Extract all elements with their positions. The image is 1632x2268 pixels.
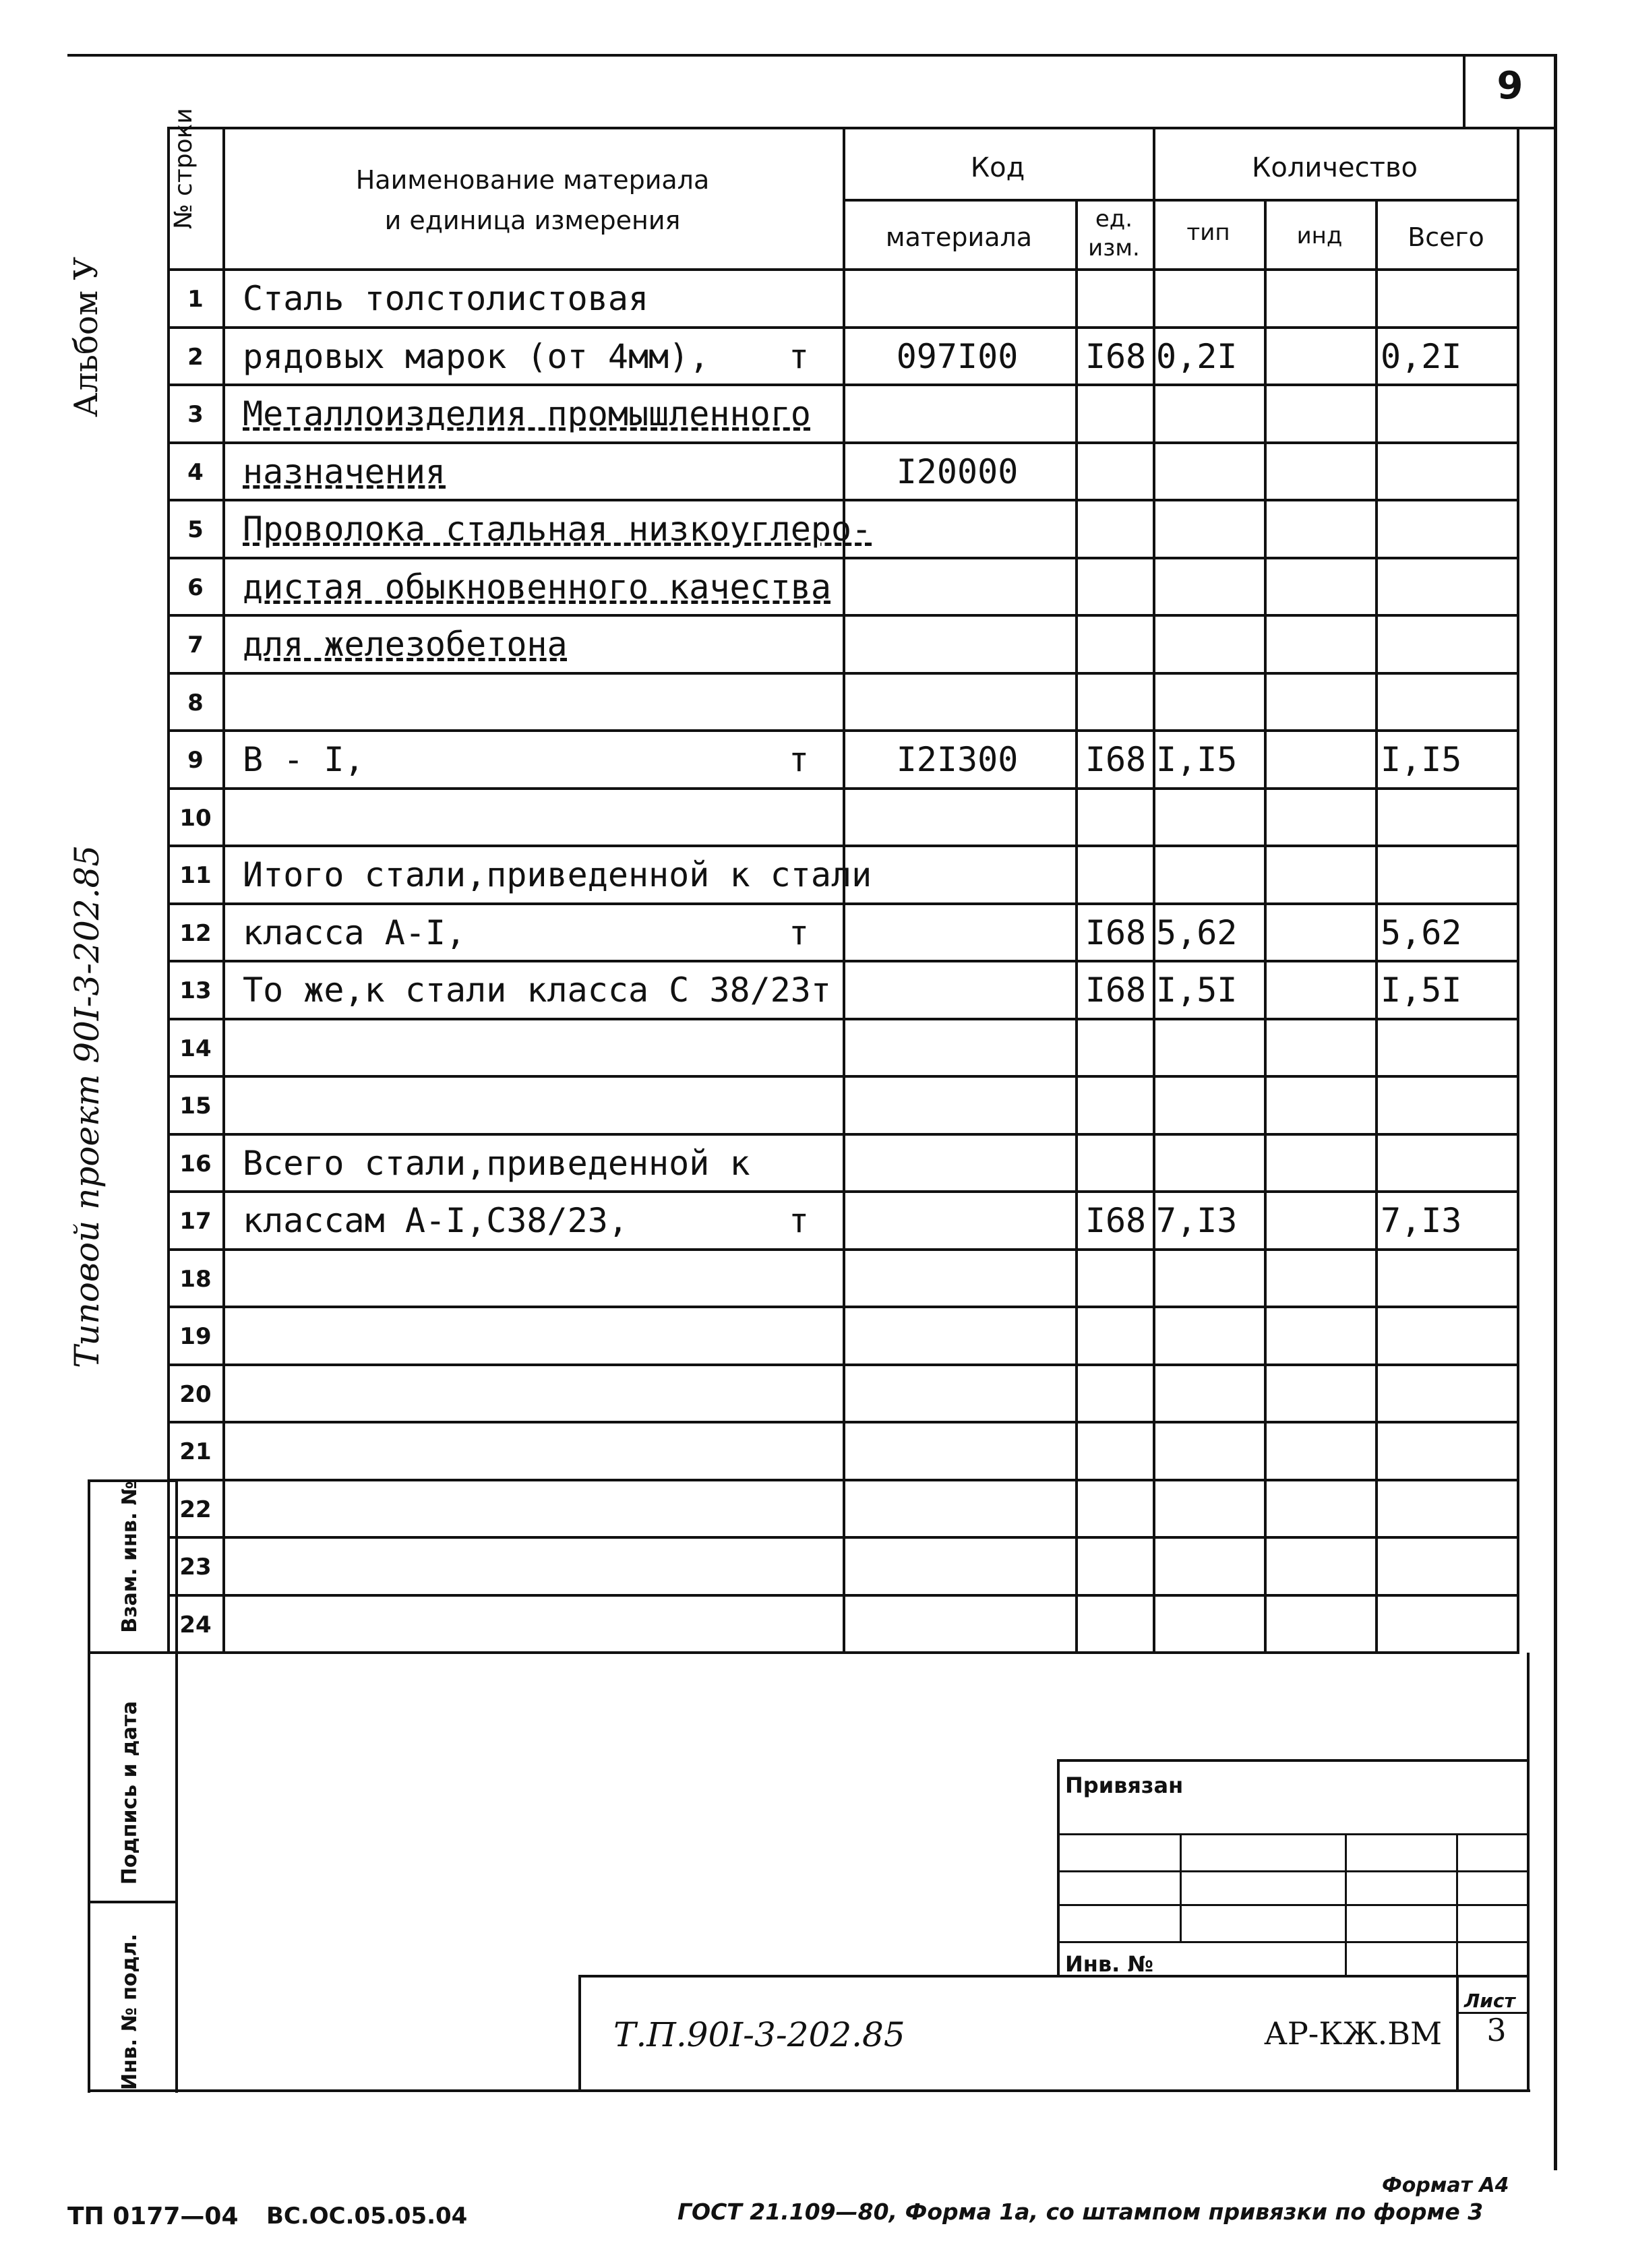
row-number: 6 [187, 574, 204, 601]
row-unit: т [788, 740, 810, 779]
header-quantity: Количество [1251, 152, 1418, 183]
row-number: 24 [179, 1612, 212, 1638]
stamp-podpis-label: Подпись и дата [118, 1700, 142, 1885]
row-number: 7 [187, 632, 204, 658]
stamp-vzam-label: Взам. инв. № [118, 1481, 142, 1633]
header-code: Код [970, 152, 1025, 183]
privyazan-row1 [1057, 1833, 1529, 1835]
row-unit: т [788, 913, 810, 952]
row-qty-total: 7,I3 [1381, 1201, 1462, 1240]
sheet-cell-left [1456, 1975, 1459, 2091]
row-qty-type: I,5I [1156, 971, 1238, 1010]
privyazan-row3 [1057, 1904, 1529, 1906]
sheet-label: Лист [1464, 1990, 1515, 2012]
header-mid-line [843, 199, 1517, 202]
row-qty-total: 0,2I [1381, 337, 1462, 376]
project-label: Типовой проект 90I-3-202.85 [67, 845, 107, 1368]
row-number: 1 [187, 286, 204, 313]
privyazan-top [1057, 1759, 1529, 1762]
row-qty-type: I,I5 [1156, 740, 1238, 779]
top-border [67, 54, 1557, 57]
row-name: рядовых марок (от 4мм), [243, 337, 710, 376]
header-type: тип [1186, 219, 1230, 246]
row-unit: т [788, 337, 810, 376]
sheet-value: 3 [1486, 2012, 1507, 2048]
row-number: 2 [187, 344, 204, 371]
row-material-code: I2I300 [896, 740, 1019, 779]
side-stamp-left [88, 1479, 90, 2093]
row-number: 13 [179, 977, 212, 1004]
privyazan-row2 [1057, 1870, 1529, 1872]
row-name: Итого стали,приведенной к стали [243, 855, 872, 894]
row-number: 5 [187, 516, 204, 543]
privyazan-row4 [1057, 1941, 1529, 1943]
row-name: Всего стали,приведенной к [243, 1144, 750, 1183]
row-number: 15 [179, 1093, 212, 1120]
row-qty-type: 0,2I [1156, 337, 1238, 376]
row-number: 20 [179, 1381, 212, 1408]
row-qty-type: 5,62 [1156, 913, 1238, 952]
header-ind: инд [1296, 222, 1343, 249]
row-material-code: I20000 [896, 452, 1019, 491]
col-line-rownum [222, 127, 225, 1654]
row-name: дистая обыкновенного качества [243, 568, 831, 607]
header-name-line1: Наименование материала [355, 165, 710, 195]
row-number: 14 [179, 1035, 212, 1062]
sheet-box-left [1463, 54, 1465, 128]
row-unit-code: I68 [1085, 971, 1147, 1010]
row-qty-total: I,I5 [1381, 740, 1462, 779]
row-name: класса А-I, [243, 913, 466, 952]
privyazan-left [1057, 1759, 1060, 1976]
inv-no-label: Инв. № [1065, 1951, 1153, 1977]
footer-left1: ТП 0177—04 [67, 2203, 239, 2230]
row-name: для железобетона [243, 625, 568, 664]
designation: Т.П.90I-3-202.85 [613, 2015, 905, 2054]
side-stamp-div2 [88, 1901, 175, 1903]
row-number: 21 [179, 1438, 212, 1465]
footer-left2: ВС.ОС.05.05.04 [266, 2203, 468, 2230]
row-name: Проволока стальная низкоуглеро- [243, 510, 872, 549]
row-qty-total: 5,62 [1381, 913, 1462, 952]
right-border [1554, 54, 1557, 2170]
header-unit-line1: ед. [1095, 206, 1133, 233]
footer-format: Формат А4 [1382, 2174, 1509, 2197]
header-unit-line2: изм. [1088, 235, 1140, 262]
title-block-left [578, 1975, 581, 2091]
row-name: назначения [243, 452, 446, 491]
row-unit-code: I68 [1085, 337, 1147, 376]
header-total: Всего [1408, 222, 1484, 252]
row-unit-code: I68 [1085, 1201, 1147, 1240]
row-unit: т [788, 1201, 810, 1240]
col-line-code [1075, 199, 1078, 1654]
col-line-right [1517, 127, 1519, 1654]
row-number: 11 [179, 862, 212, 889]
row-unit-code: I68 [1085, 913, 1147, 952]
row-number: 18 [179, 1266, 212, 1293]
privyazan-col3 [1456, 1833, 1458, 1975]
row-name: Металлоизделия промышленного [243, 394, 811, 433]
footer-gost: ГОСТ 21.109—80, Форма 1а, со штампом привязки по форме 3 [677, 2199, 1484, 2225]
row-number: 22 [179, 1496, 212, 1523]
row-qty-total: I,5I [1381, 971, 1462, 1010]
row-name: В - I, [243, 740, 365, 779]
privyazan-col2 [1345, 1833, 1347, 1975]
title-block-top [578, 1975, 1529, 1978]
side-stamp-div1 [88, 1651, 175, 1654]
stamp-inv-label: Инв. № подл. [118, 1933, 142, 2091]
header-material: материала [885, 222, 1033, 252]
col-line-ind [1375, 199, 1378, 1654]
row-number: 23 [179, 1554, 212, 1581]
row-number: 16 [179, 1151, 212, 1177]
album-label: Альбом У [67, 256, 105, 418]
row-name: Сталь толстолистовая [243, 279, 649, 318]
row-material-code: 097I00 [896, 337, 1019, 376]
row-name: классам А-I,С38/23, [243, 1201, 628, 1240]
row-number: 3 [187, 401, 204, 428]
row-number: 17 [179, 1208, 212, 1235]
row-unit-code: I68 [1085, 740, 1147, 779]
privyazan-col1 [1180, 1833, 1182, 1942]
sheet-number: 9 [1497, 64, 1523, 108]
row-number: 19 [179, 1323, 212, 1350]
col-line-type [1264, 199, 1267, 1654]
row-number: 10 [179, 805, 212, 832]
row-number: 8 [187, 689, 204, 716]
document-code: АР-КЖ.ВМ [1264, 2015, 1443, 2052]
row-name: То же,к стали класса С 38/23т [243, 971, 831, 1010]
header-row-number: № строки [170, 108, 198, 229]
row-number: 12 [179, 920, 212, 947]
row-qty-type: 7,I3 [1156, 1201, 1238, 1240]
col-line-unit [1153, 127, 1155, 1654]
privyazan-label: Привязан [1065, 1773, 1184, 1798]
frame-bottom-line [88, 2089, 1530, 2092]
row-number: 4 [187, 459, 204, 486]
row-number: 9 [187, 747, 204, 774]
header-name-line2: и единица измерения [384, 206, 681, 235]
